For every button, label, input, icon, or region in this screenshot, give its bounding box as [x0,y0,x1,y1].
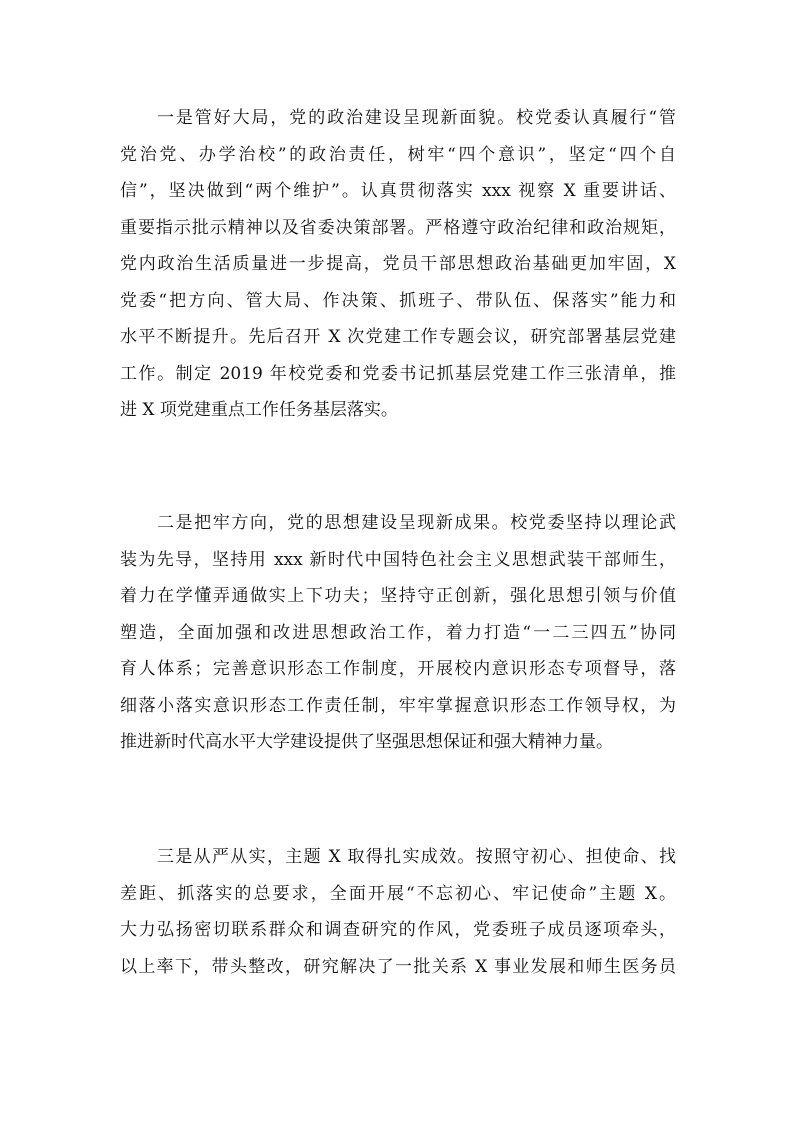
paragraph-party-ideological-building [120,505,676,761]
text-line: 二是把牢方向，党的思想建设呈现新成果。校党委坚持以理论武 [157,513,676,533]
text-line: 塑造，全面加强和改进思想政治工作，着力打造“一二三四五”协同 [120,622,676,643]
text-line: 工作。制定 2019 年校党委和党委书记抓基层党建工作三张清单，推 [120,363,676,384]
text-line: 党治党、办学治校”的政治责任，树牢“四个意识”，坚定“四个自 [120,144,676,165]
text-line: 党内政治生活质量进一步提高，党员干部思想政治基础更加牢固，X [120,254,676,274]
text-line: 党委“把方向、管大局、作决策、抓班子、带队伍、保落实”能力和 [120,290,676,311]
text-line: 水平不断提升。先后召开 X 次党建工作专题会议，研究部署基层党建 [120,327,676,347]
paragraph-party-political-building [120,100,676,429]
text-line: 重要指示批示精神以及省委决策部署。严格遵守政治纪律和政治规矩， [120,217,676,238]
text-line: 大力弘扬密切联系群众和调查研究的作风，党委班子成员逐项牵头， [120,920,676,940]
text-line: 进 X 项党建重点工作任务基层落实。 [120,400,398,420]
text-line: 育人体系；完善意识形态工作制度，开展校内意识形态专项督导，落 [120,659,676,679]
text-line: 细落小落实意识形态工作责任制，牢牢掌握意识形态工作领导权，为 [120,695,676,716]
text-line: 差距、抓落实的总要求，全面开展“不忘初心、牢记使命”主题 X。 [120,883,676,904]
text-line: 推进新时代高水平大学建设提供了坚强思想保证和强大精神力量。 [120,732,613,752]
text-line: 以上率下，带头整改，研究解决了一批关系 X 事业发展和师生医务员 [120,956,676,977]
text-line: 三是从严从实，主题 X 取得扎实成效。按照守初心、担使命、找 [157,847,676,867]
text-line: 着力在学懂弄通做实上下功夫；坚持守正创新，强化思想引领与价值 [120,586,676,606]
paragraph-theme-education [120,839,676,985]
text-line: 信”，坚决做到“两个维护”。认真贯彻落实 xxx 视察 X 重要讲话、 [120,181,676,201]
text-line: 装为先导，坚持用 xxx 新时代中国特色社会主义思想武装干部师生， [120,549,676,570]
text-line: 一是管好大局，党的政治建设呈现新面貌。校党委认真履行“管 [157,108,676,128]
